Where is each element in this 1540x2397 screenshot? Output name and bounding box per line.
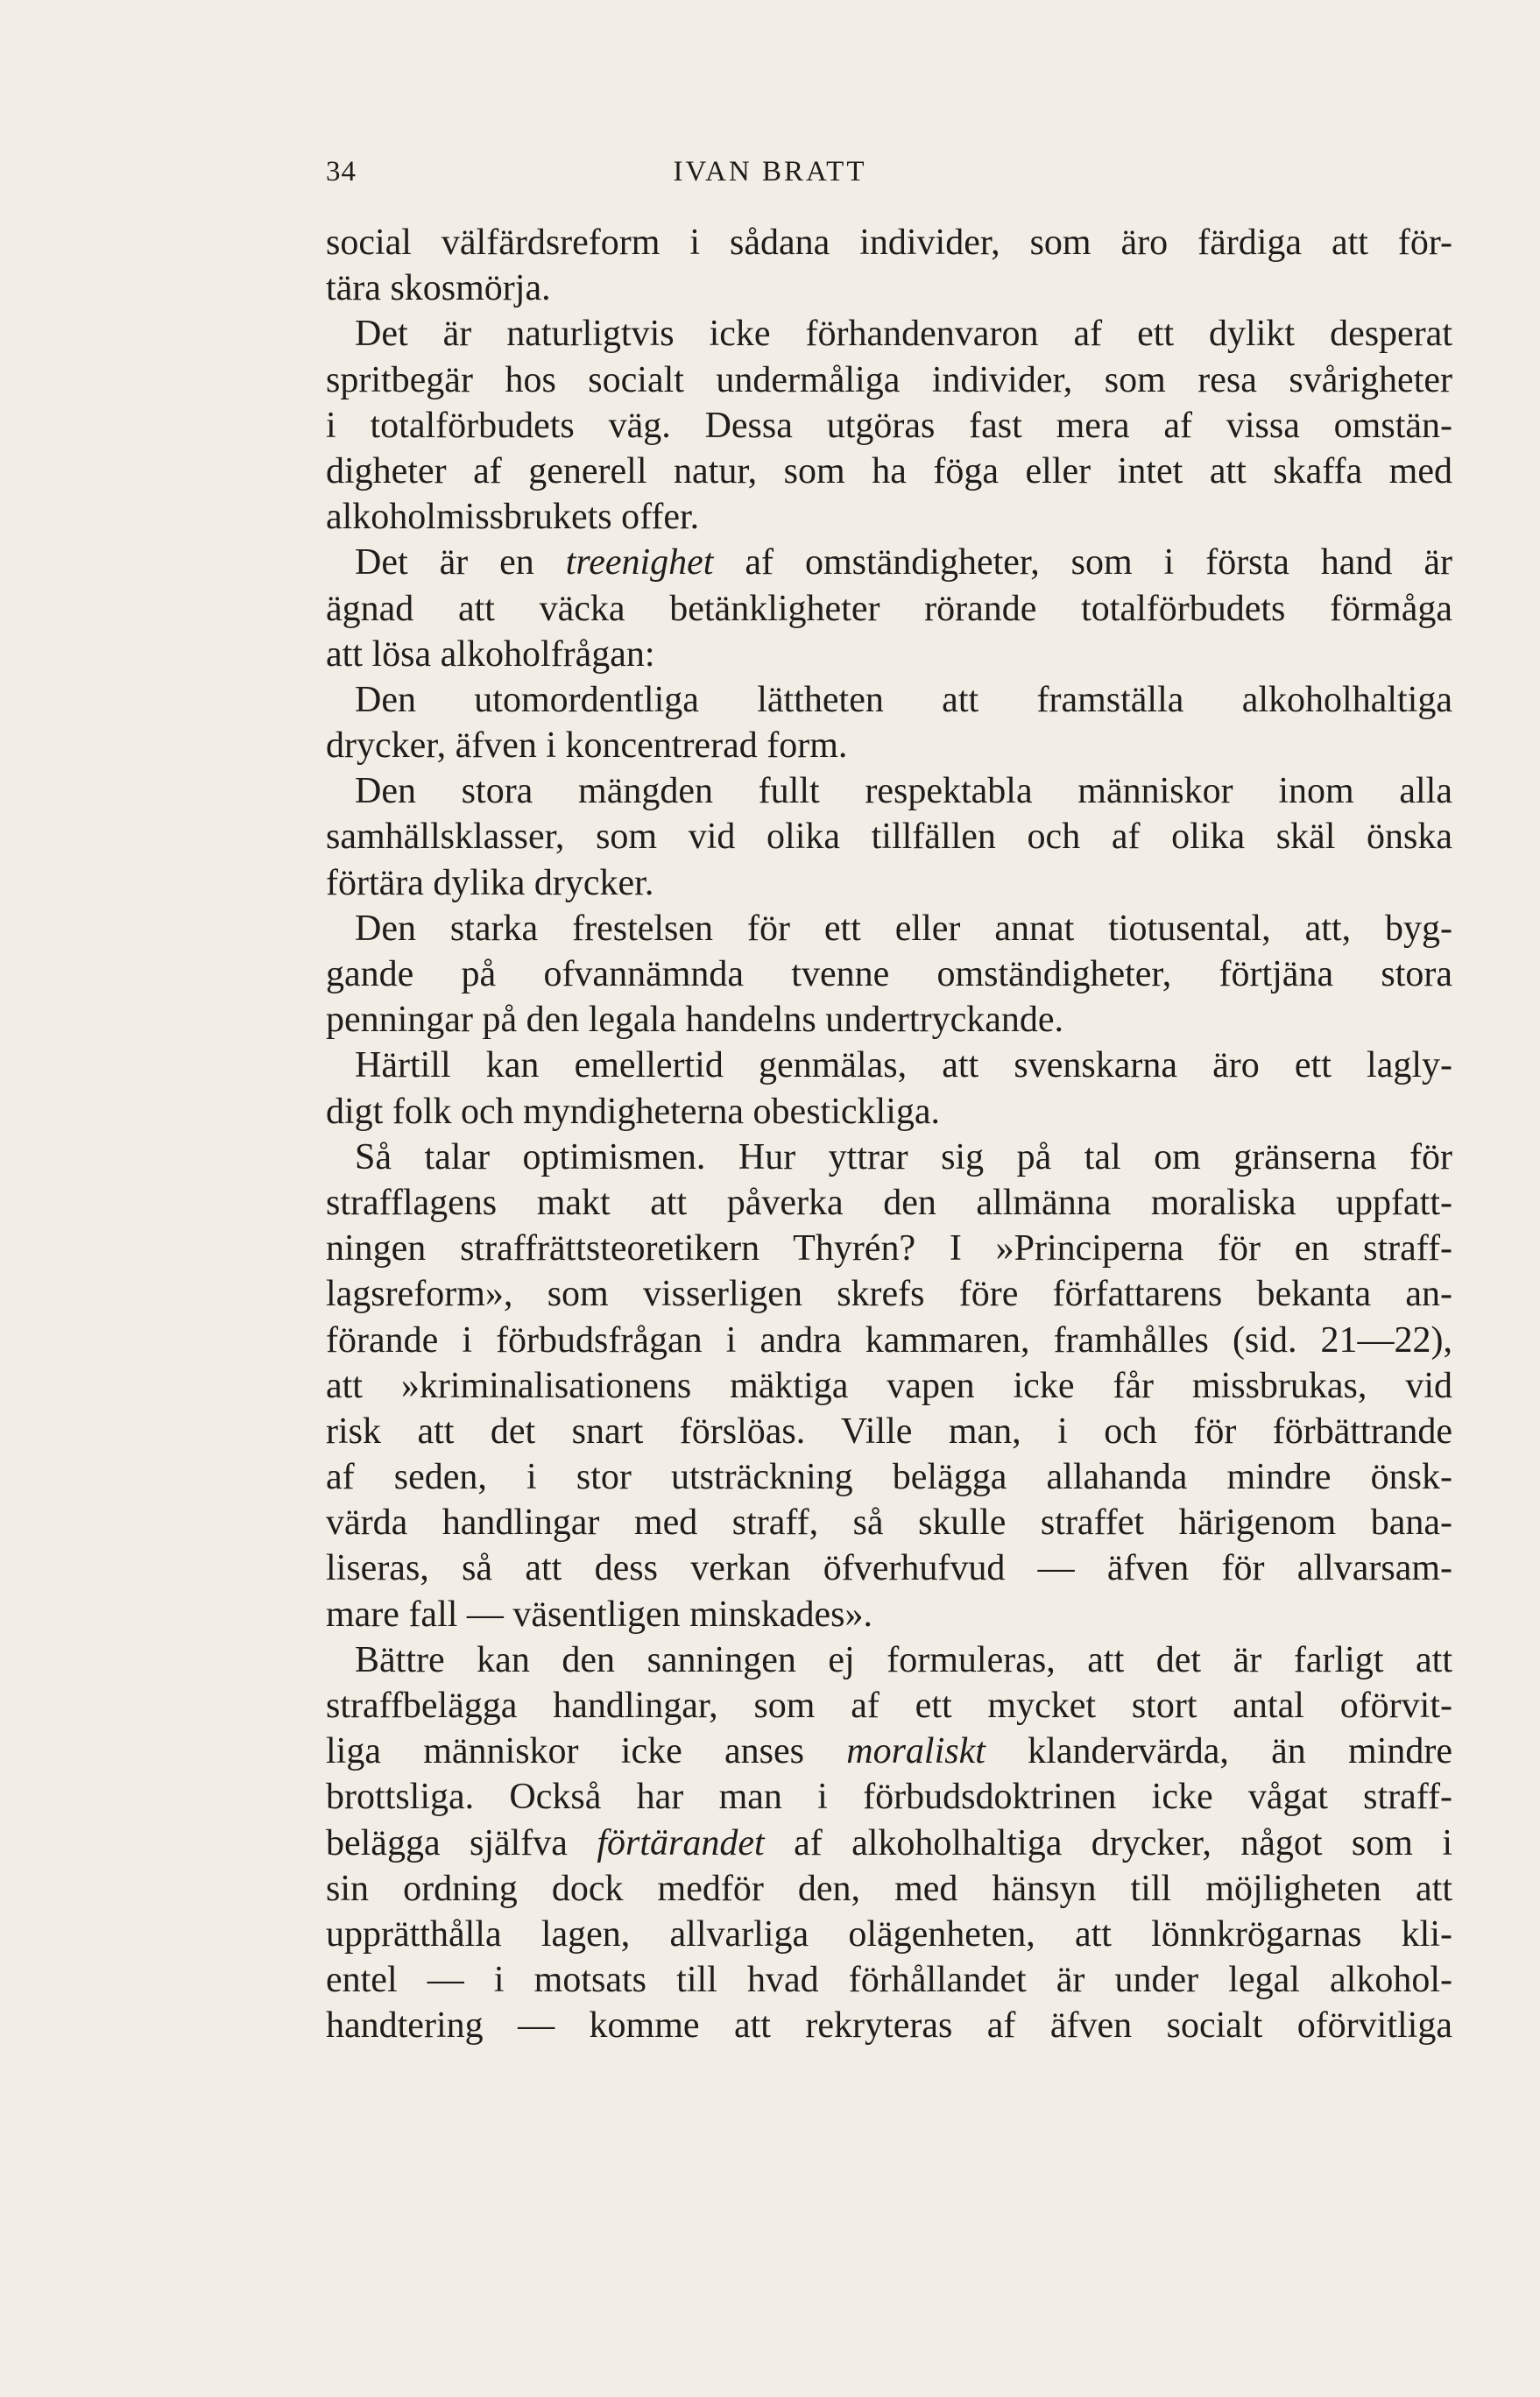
text-line: Det är naturligtvis icke förhandenvaron af ett dylikt desperat [355, 314, 1452, 355]
text-line: i totalförbudets väg. Dessa utgöras fast mera af vissa omstän- [326, 405, 1452, 446]
text-line: Den stora mängden fullt respektabla människor inom alla [355, 771, 1452, 812]
text-line: upprätthålla lagen, allvarliga olägenheten, att lönnkrögarnas kli- [326, 1913, 1452, 1955]
text-line: att »kriminalisationens mäktiga vapen icke får missbrukas, vid [326, 1365, 1452, 1406]
text-line [326, 1729, 1452, 1774]
text-line: Den utomordentliga lättheten att framställa alkoholhaltiga [355, 679, 1452, 720]
text-line: ningen straffrättsteoretikern Thyrén? I »Principerna för en straff- [326, 1228, 1452, 1269]
text-segment: belägga själfva [326, 1822, 597, 1863]
text-line: att lösa alkoholfrågan: [326, 633, 655, 675]
text-line: förtära dylika drycker. [326, 862, 654, 903]
text-line: Så talar optimismen. Hur yttrar sig på tal om gränserna för [355, 1136, 1452, 1177]
text-segment: liga människor icke anses [326, 1731, 847, 1772]
text-line: ägnad att väcka betänkligheter rörande totalförbudets förmåga [326, 588, 1452, 629]
text-line: Härtill kan emellertid genmälas, att svenskarna äro ett lagly- [355, 1045, 1452, 1086]
text-line: brottsliga. Också har man i förbudsdoktrinen icke vågat straff- [326, 1777, 1452, 1818]
text-line: alkoholmissbrukets offer. [326, 497, 700, 538]
text-line: lagsreform», som visserligen skrefs före författarens bekanta an- [326, 1274, 1452, 1315]
emphasis-word: förtärandet [597, 1822, 765, 1863]
text-line: social välfärdsreform i sådana individer, som äro färdiga att för- [326, 223, 1452, 263]
text-line: tära skosmörja. [326, 268, 551, 309]
text-segment: Det är en [355, 542, 566, 583]
text-line: digheter af generell natur, som ha föga eller intet att skaffa med [326, 450, 1452, 491]
text-line [326, 1821, 1452, 1866]
text-line: digt folk och myndigheterna obestickliga. [326, 1091, 940, 1132]
text-line: värda handlingar med straff, så skulle straffet härigenom bana- [326, 1503, 1452, 1544]
text-line: risk att det snart förslöas. Ville man, i och för förbättrande [326, 1411, 1452, 1452]
text-line: förande i förbudsfrågan i andra kammaren, framhålles (sid. 21—22), [326, 1319, 1452, 1361]
emphasis-word: treenighet [565, 542, 714, 583]
text-line: Den starka frestelsen för ett eller annat tiotusental, att, byg- [355, 908, 1452, 949]
running-head: IVAN BRATT [673, 156, 867, 187]
text-line: strafflagens makt att påverka den allmänna moraliska uppfatt- [326, 1182, 1452, 1223]
emphasis-word: moraliskt [846, 1731, 985, 1772]
text-line: gande på ofvannämnda tvenne omständigheter, förtjäna stora [326, 954, 1452, 994]
text-line: spritbegär hos socialt undermåliga individer, som resa svårigheter [326, 359, 1452, 400]
text-line: sin ordning dock medför den, med hänsyn till möjligheten att [326, 1868, 1452, 1909]
text-segment: af alkoholhaltiga drycker, något som i [764, 1822, 1453, 1863]
text-line: drycker, äfven i koncentrerad form. [326, 725, 848, 767]
text-segment: klandervärda, än mindre [985, 1731, 1452, 1772]
page-number: 34 [326, 156, 357, 187]
text-segment: af omständigheter, som i första hand är [713, 542, 1452, 583]
text-line: liseras, så att dess verkan öfverhufvud — äfven för allvarsam- [326, 1548, 1452, 1589]
text-line: af seden, i stor utsträckning belägga allahanda mindre önsk- [326, 1457, 1452, 1498]
text-line: penningar på den legala handelns undertryckande. [326, 1000, 1063, 1041]
text-line: mare fall — väsentligen minskades». [326, 1594, 872, 1635]
text-line: Bättre kan den sanningen ej formuleras, att det är farligt att [355, 1639, 1452, 1680]
text-line [326, 540, 1452, 585]
text-line: straffbelägga handlingar, som af ett mycket stort antal oförvit- [326, 1686, 1452, 1726]
body-text [326, 220, 1452, 2049]
text-line: entel — i motsats till hvad förhållandet är under legal alkohol- [326, 1960, 1452, 2001]
text-line: samhällsklasser, som vid olika tillfällen och af olika skäl önska [326, 817, 1452, 858]
text-line: handtering — komme att rekryteras af äfven socialt oförvitliga [326, 2005, 1452, 2047]
